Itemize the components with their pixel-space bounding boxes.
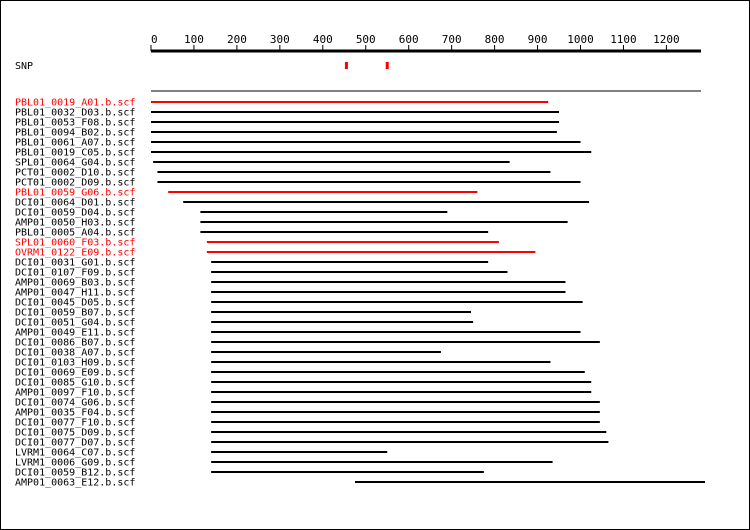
snp-marker [386, 62, 389, 69]
read-name-label[interactable]: PBL01_0019_C05.b.scf [15, 147, 136, 159]
read-name-label[interactable]: PBL01_0061_A07.b.scf [15, 137, 136, 149]
read-name-label[interactable]: PBL01_0005_A04.b.scf [15, 227, 136, 239]
ruler-tick-label: 200 [226, 33, 247, 46]
read-name-label[interactable]: SPL01_0060_F03.b.scf [15, 237, 136, 249]
read-name-label[interactable]: DCI01_0045_D05.b.scf [15, 297, 136, 309]
read-name-label[interactable]: PBL01_0053_F08.b.scf [15, 117, 136, 129]
read-name-label[interactable]: DCI01_0085_G10.b.scf [15, 377, 136, 389]
position-ruler [151, 33, 701, 51]
ruler-tick-label: 1200 [653, 33, 680, 46]
read-name-label[interactable]: PBL01_0059_G06.b.scf [15, 187, 136, 199]
read-list [15, 98, 705, 489]
ruler-tick-label: 1000 [567, 33, 594, 46]
read-name-label[interactable]: AMP01_0063_E12.b.scf [15, 477, 136, 489]
read-name-label[interactable]: PCT01_0002_D09.b.scf [15, 177, 136, 189]
snp-marker [345, 62, 348, 69]
ruler-tick-label: 600 [398, 33, 419, 46]
read-name-label[interactable]: DCI01_0107_F09.b.scf [15, 267, 136, 279]
read-name-label[interactable]: DCI01_0103_H09.b.scf [15, 357, 136, 369]
ruler-tick-label: 400 [312, 33, 333, 46]
read-name-label[interactable]: DCI01_0059_D04.b.scf [15, 207, 136, 219]
read-name-label[interactable]: OVRM1_0122_E09.b.scf [15, 247, 136, 259]
ruler-tick-label: 1100 [610, 33, 637, 46]
read-name-label[interactable]: PBL01_0094_B02.b.scf [15, 127, 136, 139]
read-name-label[interactable]: PBL01_0019_A01.b.scf [15, 97, 136, 109]
read-name-label[interactable]: DCI01_0074_G06.b.scf [15, 397, 136, 409]
read-name-label[interactable]: AMP01_0047_H11.b.scf [15, 287, 136, 299]
ruler-tick-label: 700 [441, 33, 462, 46]
snp-track [15, 61, 389, 72]
read-name-label[interactable]: DCI01_0077_D07.b.scf [15, 437, 136, 449]
read-name-label[interactable]: PCT01_0002_D10.b.scf [15, 167, 136, 179]
ruler-tick-label: 300 [269, 33, 290, 46]
read-name-label[interactable]: AMP01_0097_F10.b.scf [15, 387, 136, 399]
ruler-tick-label: 100 [184, 33, 204, 46]
snp-track-label: SNP [15, 61, 34, 72]
read-name-label[interactable]: DCI01_0075_D09.b.scf [15, 427, 136, 439]
read-name-label[interactable]: DCI01_0077_F10.b.scf [15, 417, 136, 429]
read-name-label[interactable]: LVRM1_0064_C07.b.scf [15, 447, 136, 459]
read-name-label[interactable]: DCI01_0064_D01.b.scf [15, 197, 136, 209]
ruler-tick-label: 800 [484, 33, 505, 46]
read-name-label[interactable]: PBL01_0032_D03.b.scf [15, 107, 136, 119]
read-name-label[interactable]: DCI01_0038_A07.b.scf [15, 347, 136, 359]
read-alignment-diagram [1, 1, 749, 529]
ruler-tick-label: 0 [151, 33, 158, 46]
ruler-tick-label: 900 [527, 33, 548, 46]
read-name-label[interactable]: LVRM1_0006_G09.b.scf [15, 457, 136, 469]
read-name-label[interactable]: DCI01_0086_B07.b.scf [15, 337, 136, 349]
read-name-label[interactable]: AMP01_0069_B03.b.scf [15, 277, 136, 289]
read-name-label[interactable]: DCI01_0059_B07.b.scf [15, 307, 136, 319]
read-name-label[interactable]: DCI01_0031_G01.b.scf [15, 257, 136, 269]
read-name-label[interactable]: AMP01_0049_E11.b.scf [15, 327, 136, 339]
read-name-label[interactable]: DCI01_0059_B12.b.scf [15, 467, 136, 479]
read-row [15, 478, 705, 489]
read-name-label[interactable]: AMP01_0050_H03.b.scf [15, 217, 136, 229]
read-name-label[interactable]: SPL01_0064_G04.b.scf [15, 157, 136, 169]
ruler-tick-label: 500 [355, 33, 376, 46]
read-name-label[interactable]: DCI01_0069_E09.b.scf [15, 367, 136, 379]
read-name-label[interactable]: DCI01_0051_G04.b.scf [15, 317, 136, 329]
read-name-label[interactable]: AMP01_0035_F04.b.scf [15, 407, 136, 419]
